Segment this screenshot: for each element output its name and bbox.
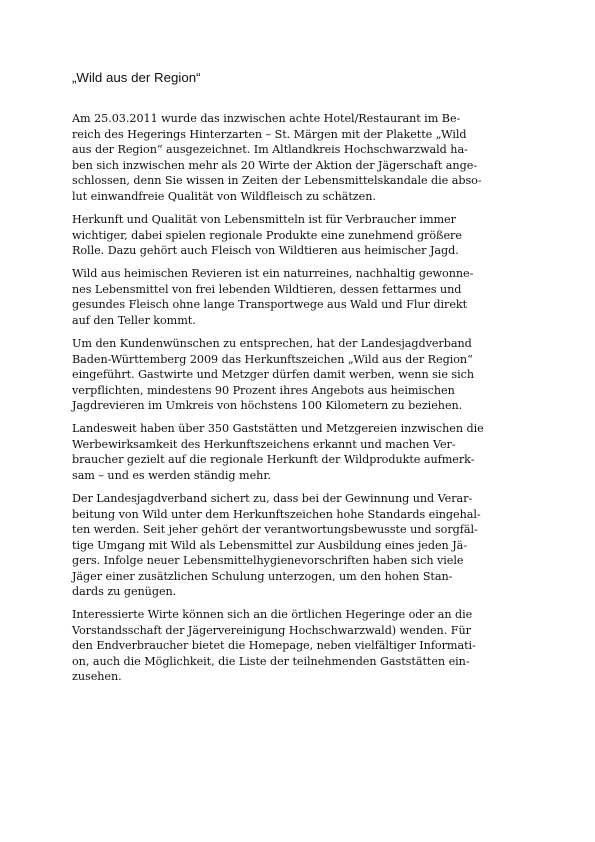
- paragraph-line: beitung von Wild unter dem Herkunftszeichen hohe Standards eingehal-: [72, 507, 481, 521]
- paragraph-line: on, auch die Möglichkeit, die Liste der teilnehmenden Gaststätten ein-: [72, 654, 470, 668]
- paragraph-line: zusehen.: [72, 670, 122, 683]
- paragraph-4: [72, 336, 474, 414]
- paragraph-line: aus der Region“ ausgezeichnet. Im Altlandkreis Hochschwarzwald ha-: [72, 143, 468, 156]
- paragraph-line: auf den Teller kommt.: [72, 313, 196, 327]
- paragraph-line: Interessierte Wirte können sich an die örtlichen Hegeringe oder an die: [72, 608, 473, 621]
- document-title: „Wild aus der Region“: [72, 70, 201, 85]
- paragraph-6: [72, 491, 481, 600]
- paragraph-line: tige Umgang mit Wild als Lebensmittel zur Ausbildung eines jeden Jä-: [72, 538, 468, 552]
- paragraph-line: ben sich inzwischen mehr als 20 Wirte der Aktion der Jägerschaft ange-: [72, 158, 477, 172]
- paragraph-line: schlossen, denn Sie wissen in Zeiten der Lebensmittelskandale die abso-: [72, 174, 482, 187]
- paragraph-line: gers. Infolge neuer Lebensmittelhygienevorschriften haben sich viele: [72, 554, 464, 567]
- paragraph-line: eingeführt. Gastwirte und Metzger dürfen damit werben, wenn sie sich: [72, 368, 474, 381]
- paragraph-1: [72, 111, 482, 204]
- paragraph-line: Baden-Württemberg 2009 das Herkunftszeichen „Wild aus der Region“: [72, 352, 473, 366]
- paragraph-line: Jäger einer zusätzlichen Schulung unterzogen, um den hohen Stan-: [72, 569, 453, 583]
- paragraph-line: ten werden. Seit jeher gehört der verantwortungsbewusste und sorgfäl-: [72, 523, 478, 536]
- paragraph-5: [72, 421, 484, 483]
- paragraph-line: Wild aus heimischen Revieren ist ein naturreines, nachhaltig gewonne-: [72, 267, 474, 280]
- paragraph-line: wichtiger, dabei spielen regionale Produkte eine zunehmend größere: [72, 228, 462, 242]
- paragraph-7: [72, 607, 476, 685]
- paragraph-line: Herkunft und Qualität von Lebensmitteln ist für Verbraucher immer: [72, 213, 456, 226]
- paragraph-line: Werbewirksamkeit des Herkunftszeichens erkannt und machen Ver-: [72, 437, 456, 451]
- paragraph-line: dards zu genügen.: [72, 585, 177, 598]
- paragraph-line: braucher gezielt auf die regionale Herkunft der Wildprodukte aufmerk-: [72, 453, 475, 466]
- paragraph-line: Um den Kundenwünschen zu entsprechen, hat der Landesjagdverband: [72, 337, 472, 350]
- paragraph-line: sam – und es werden ständig mehr.: [72, 468, 271, 482]
- paragraph-line: Am 25.03.2011 wurde das inzwischen achte Hotel/Restaurant im Be-: [72, 112, 461, 125]
- paragraph-line: nes Lebensmittel von frei lebenden Wildtieren, dessen fettarmes und: [72, 282, 462, 296]
- paragraph-line: verpflichten, mindestens 90 Prozent ihres Angebots aus heimischen: [72, 383, 455, 397]
- paragraph-line: Jagdrevieren im Umkreis von höchstens 100 Kilometern zu beziehen.: [72, 399, 463, 412]
- paragraph-line: lut einwandfreie Qualität von Wildfleisch zu schätzen.: [72, 189, 376, 203]
- paragraph-line: reich des Hegerings Hinterzarten – St. Märgen mit der Plakette „Wild: [72, 127, 467, 141]
- paragraph-line: gesundes Fleisch ohne lange Transportwege aus Wald und Flur direkt: [72, 298, 468, 311]
- paragraph-line: Landesweit haben über 350 Gaststätten und Metzgereien inzwischen die: [72, 422, 484, 435]
- paragraph-2: [72, 212, 462, 259]
- paragraph-line: den Endverbraucher bietet die Homepage, neben vielfältiger Informati-: [72, 639, 476, 652]
- paragraph-line: Vorstandsschaft der Jägervereinigung Hochschwarzwald) wenden. Für: [72, 623, 471, 637]
- paragraph-line: Der Landesjagdverband sichert zu, dass bei der Gewinnung und Verar-: [72, 492, 473, 505]
- paragraph-3: [72, 266, 473, 328]
- paragraph-line: Rolle. Dazu gehört auch Fleisch von Wildtieren aus heimischer Jagd.: [72, 244, 459, 257]
